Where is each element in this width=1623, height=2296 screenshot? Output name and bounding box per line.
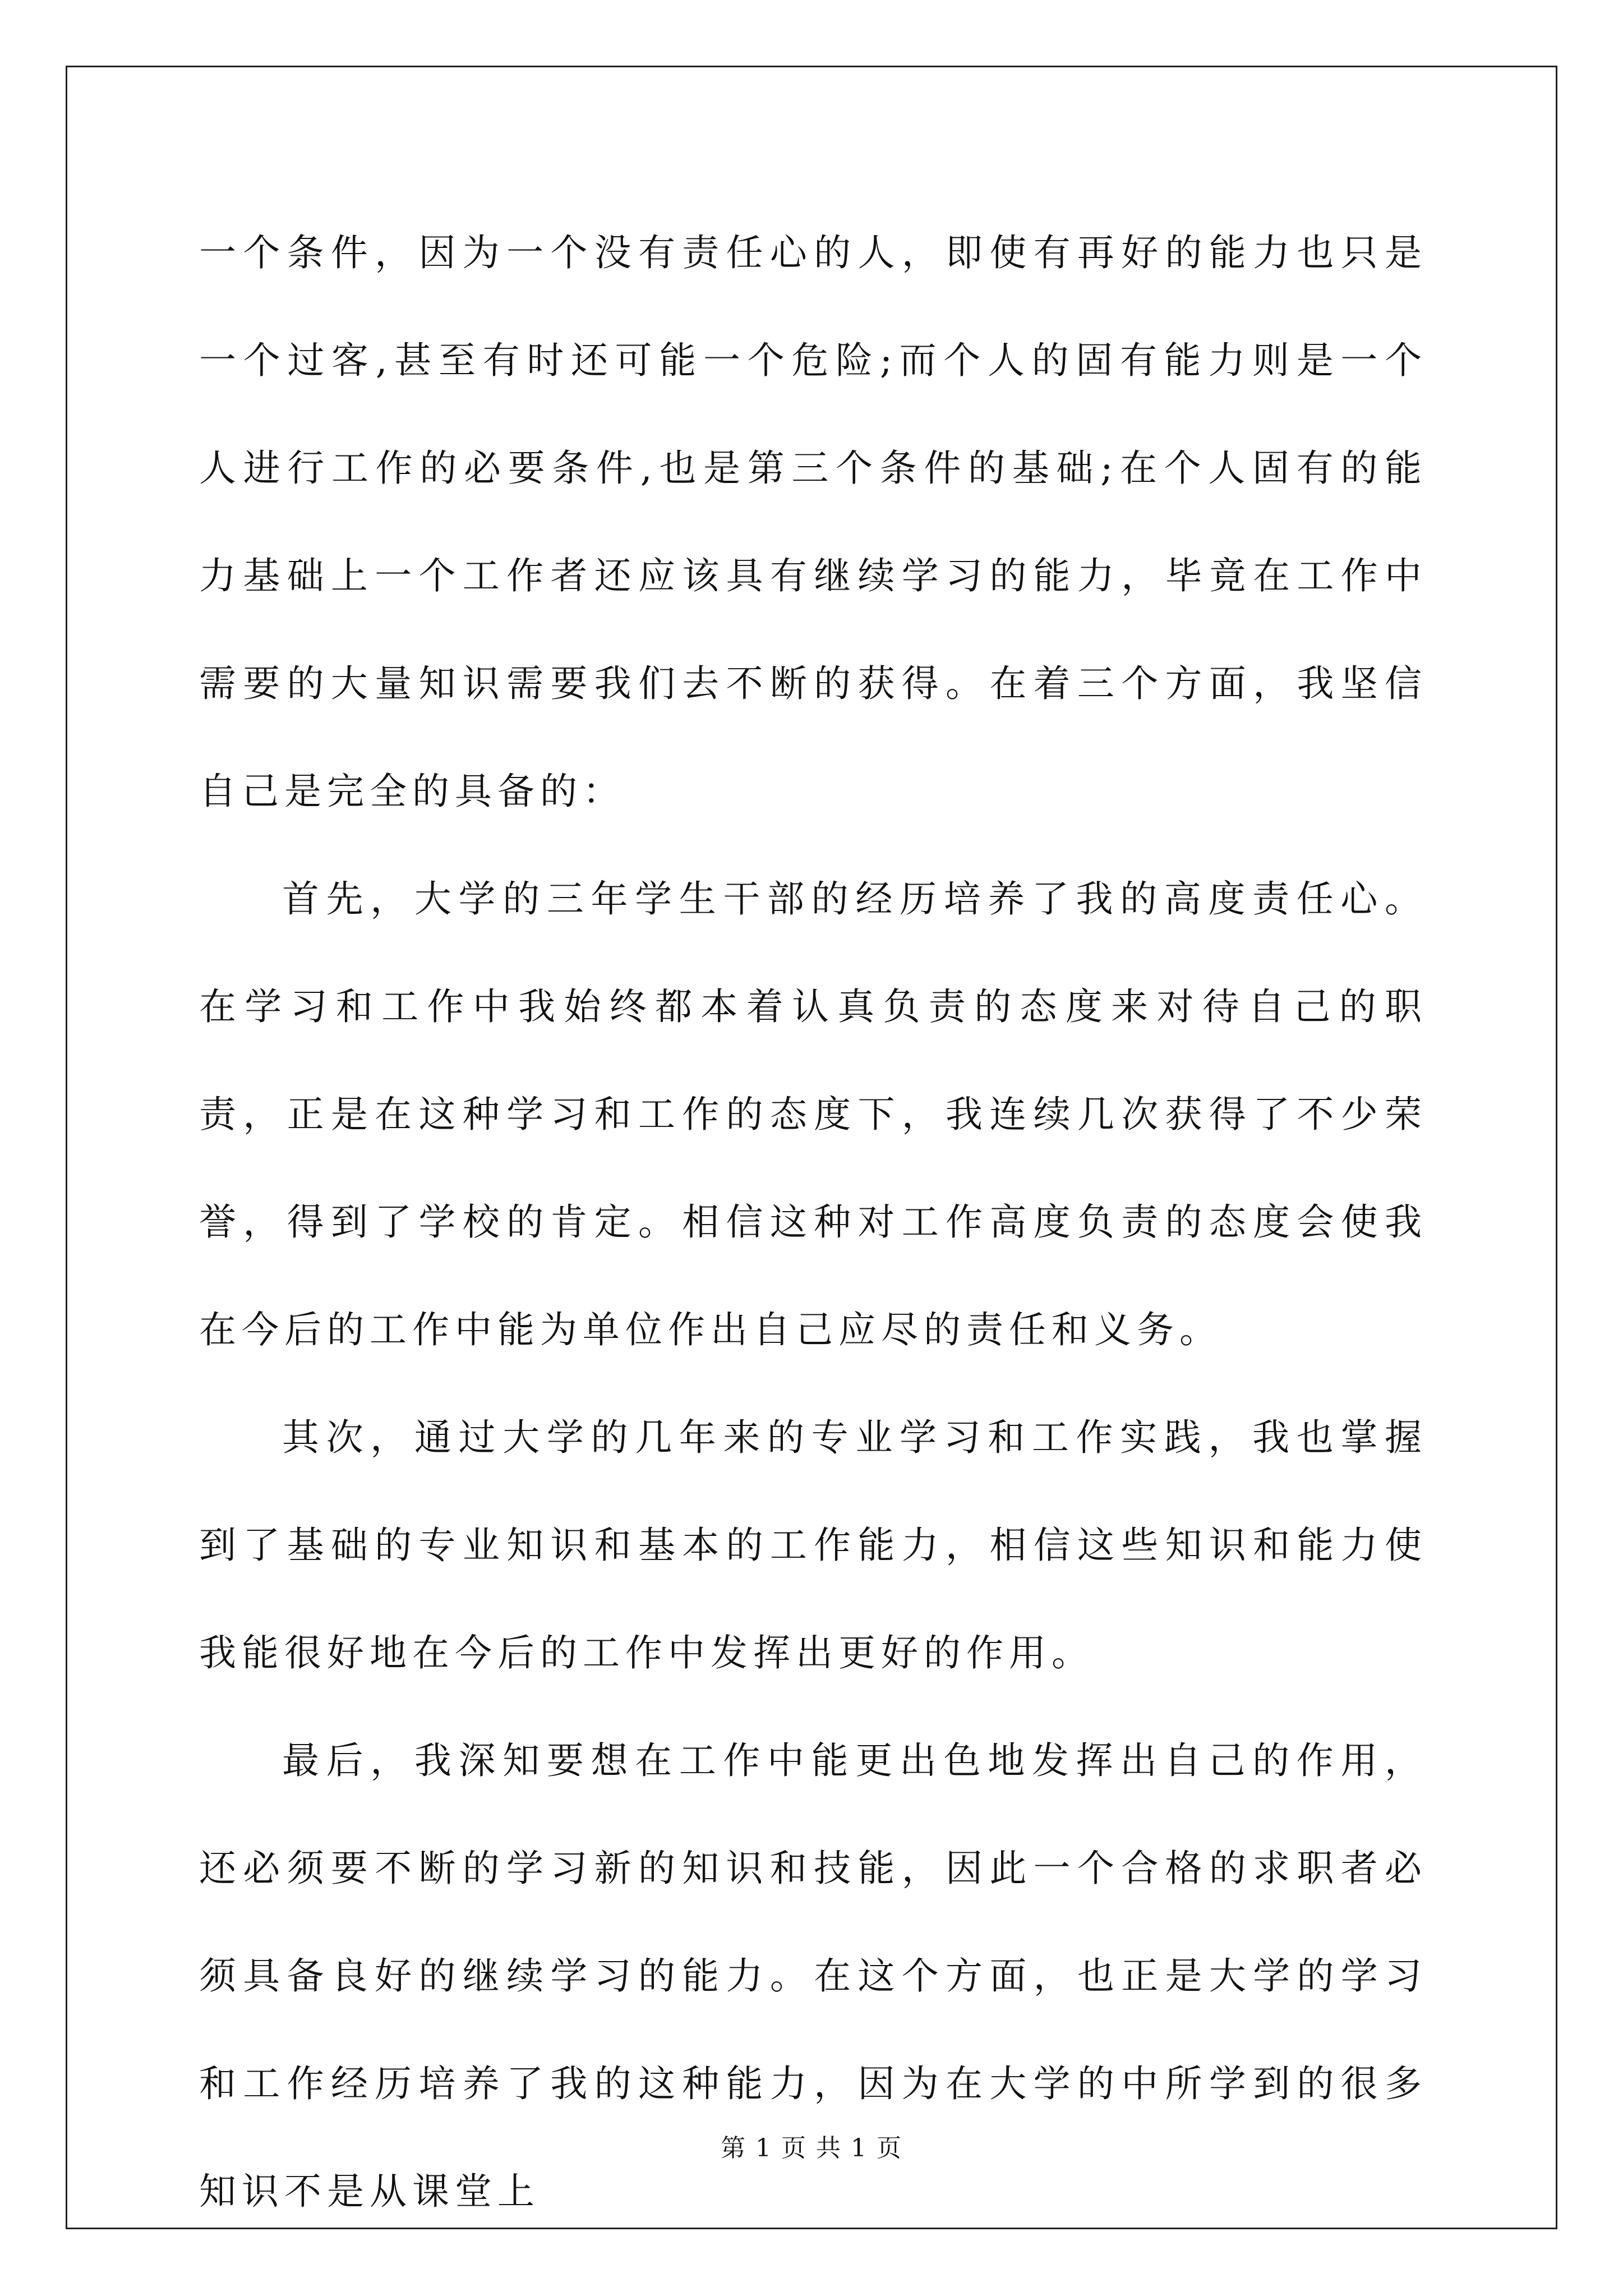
document-body bbox=[199, 199, 1427, 2246]
paragraph-4: 最后，我深知要想在工作中能更出色地发挥出自己的作用，还必须要不断的学习新的知识和技能，因此一个合格的求职者必须具备良好的继续学习的能力。在这个方面，也正是大学的学习和工作经历培养了我的这种能力，因为在大学的中所学到的很多知识不是从课堂上 bbox=[199, 1739, 1427, 2213]
page-number-footer: 第 1 页 共 1 页 bbox=[721, 2134, 902, 2162]
paragraph-3: 其次，通过大学的几年来的专业学习和工作实践，我也掌握到了基础的专业知识和基本的工作能力，相信这些知识和能力使我能很好地在今后的工作中发挥出更好的作用。 bbox=[199, 1416, 1427, 1674]
paragraph-2: 首先，大学的三年学生干部的经历培养了我的高度责任心。在学习和工作中我始终都本着认真负责的态度来对待自己的职责，正是在这种学习和工作的态度下，我连续几次获得了不少荣誉，得到了学校的肯定。相信这种对工作高度负责的态度会使我在今后的工作中能为单位作出自己应尽的责任和义务。 bbox=[199, 877, 1427, 1351]
paragraph-1: 一个条件，因为一个没有责任心的人，即使有再好的能力也只是一个过客,甚至有时还可能一个危险;而个人的固有能力则是一个人进行工作的必要条件,也是第三个条件的基础;在个人固有的能力基础上一个工作者还应该具有继续学习的能力，毕竟在工作中需要的大量知识需要我们去不断的获得。在着三个方面，我坚信自己是完全的具备的： bbox=[199, 231, 1427, 813]
